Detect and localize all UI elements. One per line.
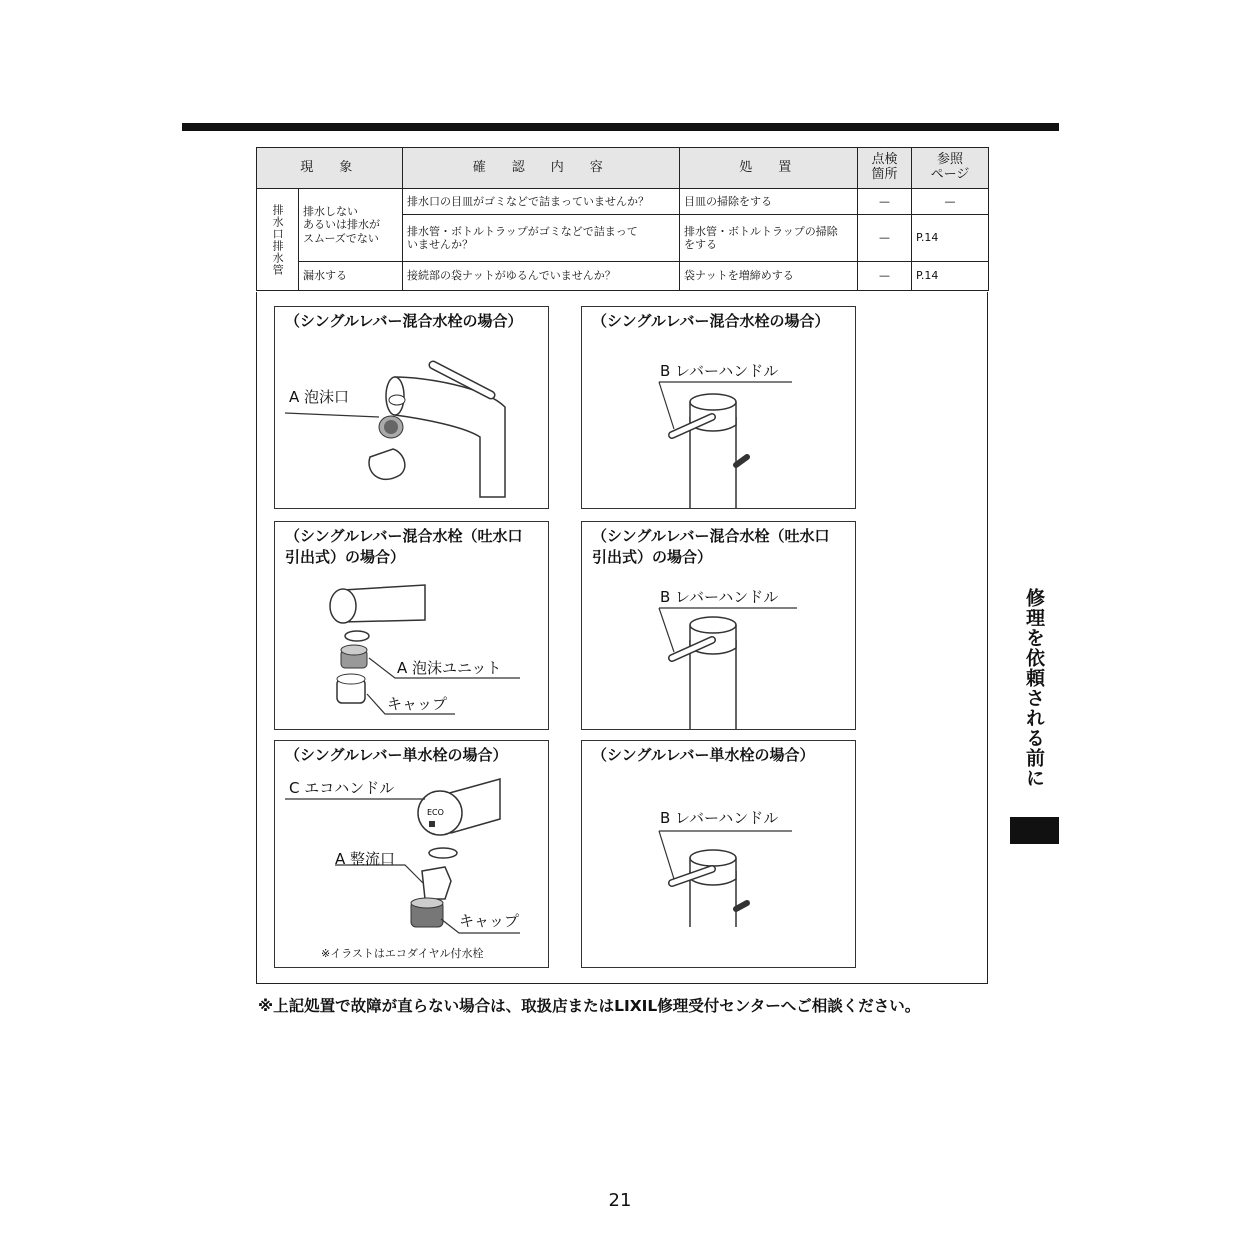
header-symptom: 現 象 — [257, 148, 403, 189]
header-page: 参照 ページ — [912, 148, 989, 189]
point-cell: — — [858, 189, 912, 215]
label-cap: キャップ — [459, 912, 520, 930]
lever-handle-illustration — [582, 741, 855, 967]
label-lever-handle: B レバーハンドル — [660, 362, 779, 380]
action-cell: 目皿の掃除をする — [680, 189, 858, 215]
side-tab-block — [1010, 817, 1059, 844]
faucet-aerator-illustration — [275, 307, 548, 508]
page-cell: P.14 — [912, 262, 989, 291]
table-row — [257, 189, 989, 215]
panel-mixer-aerator — [274, 306, 549, 509]
side-tab-label: 修理を依頼される前に — [1023, 588, 1045, 788]
header-rule — [182, 123, 1059, 131]
footer-note: ※上記処置で故障が直らない場合は、取扱店またはLIXIL修理受付センターへご相談ください。 — [258, 997, 921, 1015]
table-row — [257, 262, 989, 291]
panel-title: （シングルレバー混合水栓（吐水口 引出式）の場合） — [285, 527, 523, 566]
point-cell: — — [858, 215, 912, 262]
illustration-note: ※イラストはエコダイヤル付水栓 — [321, 947, 484, 960]
action-cell: 排水管・ボトルトラップの掃除 をする — [680, 215, 858, 262]
check-cell: 排水管・ボトルトラップがゴミなどで詰まって いませんか？ — [403, 215, 680, 262]
page-number: 21 — [608, 1190, 632, 1211]
symptom-cell: 漏水する — [299, 262, 403, 291]
page-cell: P.14 — [912, 215, 989, 262]
panel-title: （シングルレバー混合水栓の場合） — [592, 312, 830, 330]
label-lever-handle: B レバーハンドル — [660, 809, 779, 827]
eco-mark: ECO — [427, 808, 444, 817]
table-header-row — [257, 148, 989, 189]
header-check: 確 認 内 容 — [403, 148, 680, 189]
panel-mixer-lever — [581, 306, 856, 509]
troubleshooting-table — [256, 147, 989, 291]
check-cell: 排水口の目皿がゴミなどで詰まっていませんか？ — [403, 189, 680, 215]
header-point: 点検 箇所 — [858, 148, 912, 189]
point-cell: — — [858, 262, 912, 291]
action-cell: 袋ナットを増締めする — [680, 262, 858, 291]
label-eco-handle: C エコハンドル — [289, 779, 395, 797]
check-cell: 接続部の袋ナットがゆるんでいませんか？ — [403, 262, 680, 291]
page-cell: — — [912, 189, 989, 215]
panel-single-eco — [274, 740, 549, 968]
label-lever-handle: B レバーハンドル — [660, 588, 779, 606]
panel-title: （シングルレバー単水栓の場合） — [285, 746, 508, 764]
label-cap: キャップ — [387, 695, 448, 713]
panel-title: （シングルレバー混合水栓（吐水口 引出式）の場合） — [592, 527, 830, 566]
panel-single-lever — [581, 740, 856, 968]
panel-title: （シングルレバー混合水栓の場合） — [285, 312, 523, 330]
symptom-cell: 排水しない あるいは排水が スムーズでない — [299, 189, 403, 262]
label-aerator-unit: A 泡沫ユニット — [397, 659, 502, 677]
lever-handle-illustration — [582, 307, 855, 508]
label-aerator: A 泡沫口 — [289, 388, 350, 406]
panel-title: （シングルレバー単水栓の場合） — [592, 746, 815, 764]
eco-handle-illustration — [275, 741, 548, 967]
category-cell: 排水口排水管 — [257, 189, 299, 291]
panel-pullout-lever — [581, 521, 856, 730]
label-straightener: A 整流口 — [335, 850, 396, 868]
header-action: 処 置 — [680, 148, 858, 189]
panel-pullout-aerator — [274, 521, 549, 730]
